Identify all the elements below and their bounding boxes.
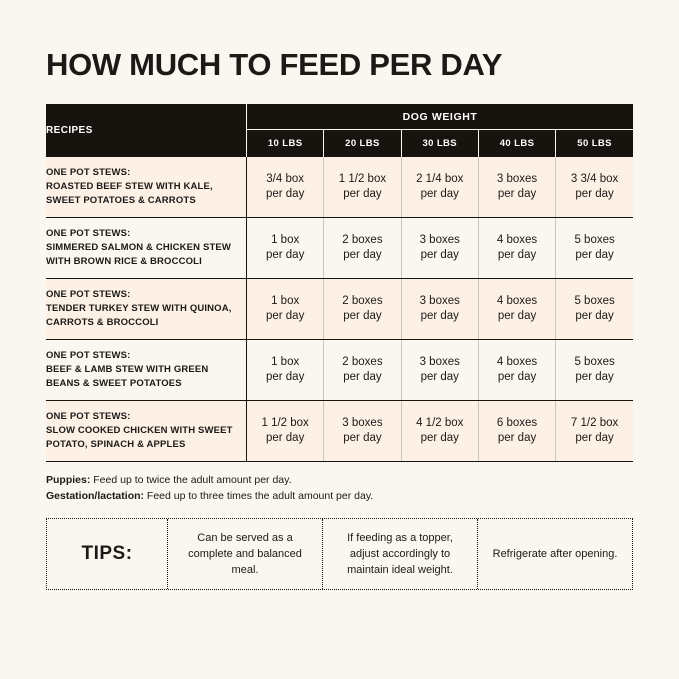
amount-per: per day	[265, 188, 305, 200]
amount-cell	[478, 279, 555, 340]
header-weight-40lbs: 40 LBS	[478, 130, 555, 158]
table-row	[46, 157, 633, 218]
amount-cell	[324, 279, 401, 340]
amount-cell	[247, 401, 324, 462]
recipe-cell	[46, 340, 247, 401]
recipe-line-1: ONE POT STEWS:	[46, 411, 131, 422]
amount-per: per day	[265, 432, 305, 444]
amount-qty: 3 boxes	[419, 234, 460, 246]
amount-cell	[401, 157, 478, 218]
amount-qty: 1 box	[271, 234, 300, 246]
amount-per: per day	[343, 249, 382, 261]
amount-cell	[401, 340, 478, 401]
amount-qty: 2 boxes	[342, 234, 383, 246]
recipe-line-2: TENDER TURKEY STEW WITH QUINOA,	[46, 303, 232, 314]
amount-per: per day	[497, 432, 537, 444]
amount-per: per day	[497, 249, 537, 261]
amount-qty: 1 box	[271, 356, 300, 368]
tips-label: TIPS:	[81, 543, 133, 564]
amount-qty: 2 boxes	[342, 295, 383, 307]
recipe-cell	[46, 218, 247, 279]
table-row	[46, 340, 633, 401]
header-recipes: RECIPES	[46, 104, 247, 157]
amount-qty: 1 1/2 box	[338, 173, 387, 185]
amount-cell	[401, 279, 478, 340]
amount-qty: 5 boxes	[574, 356, 615, 368]
amount-cell	[324, 340, 401, 401]
tip-item: Refrigerate after opening.	[477, 519, 632, 589]
amount-cell	[556, 340, 633, 401]
amount-qty: 2 boxes	[342, 356, 383, 368]
header-weight-10lbs: 10 LBS	[247, 130, 324, 158]
amount-per: per day	[420, 249, 459, 261]
amount-per: per day	[575, 249, 614, 261]
recipe-line-1: ONE POT STEWS:	[46, 289, 131, 300]
table-body	[46, 157, 633, 462]
amount-per: per day	[575, 432, 614, 444]
amount-qty: 4 boxes	[496, 234, 538, 246]
recipe-line-1: ONE POT STEWS:	[46, 228, 131, 239]
amount-cell	[556, 218, 633, 279]
table-row	[46, 218, 633, 279]
amount-per: per day	[265, 371, 305, 383]
amount-qty: 3 boxes	[496, 173, 538, 185]
amount-per: per day	[497, 188, 537, 200]
amount-qty: 2 1/4 box	[416, 173, 464, 185]
amount-qty: 3 3/4 box	[570, 173, 619, 185]
amount-per: per day	[343, 371, 382, 383]
amount-per: per day	[575, 371, 614, 383]
amount-cell	[556, 279, 633, 340]
amount-qty: 4 boxes	[496, 356, 538, 368]
amount-cell	[478, 218, 555, 279]
recipe-line-3: BEANS & SWEET POTATOES	[46, 378, 182, 389]
header-dog-weight: DOG WEIGHT	[247, 104, 634, 130]
amount-cell	[247, 218, 324, 279]
amount-per: per day	[575, 310, 614, 322]
header-weight-30lbs: 30 LBS	[401, 130, 478, 158]
amount-per: per day	[420, 432, 459, 444]
table-header-row-1	[46, 104, 633, 130]
amount-qty: 5 boxes	[574, 295, 615, 307]
recipe-line-2: ROASTED BEEF STEW WITH KALE,	[46, 181, 213, 192]
header-weight-50lbs: 50 LBS	[556, 130, 633, 158]
note-gestation	[46, 488, 633, 504]
amount-per: per day	[265, 310, 305, 322]
amount-per: per day	[575, 188, 614, 200]
amount-per: per day	[497, 371, 537, 383]
amount-qty: 4 boxes	[496, 295, 538, 307]
amount-qty: 3 boxes	[419, 356, 460, 368]
recipe-line-2: SLOW COOKED CHICKEN WITH SWEET	[46, 425, 233, 436]
amount-cell	[324, 218, 401, 279]
note-gestation-label: Gestation/lactation:	[46, 490, 145, 502]
amount-qty: 3 boxes	[419, 295, 460, 307]
amount-qty: 5 boxes	[574, 234, 615, 246]
amount-per: per day	[420, 310, 459, 322]
amount-cell	[401, 218, 478, 279]
amount-per: per day	[343, 188, 382, 200]
tip-item: Can be served as a complete and balanced meal.	[167, 519, 322, 589]
recipe-line-1: ONE POT STEWS:	[46, 350, 131, 361]
feeding-notes	[46, 472, 633, 504]
amount-cell	[478, 157, 555, 218]
recipe-cell	[46, 279, 247, 340]
amount-per: per day	[343, 310, 382, 322]
table-row	[46, 401, 633, 462]
amount-qty: 3/4 box	[266, 173, 305, 185]
amount-cell	[556, 157, 633, 218]
amount-cell	[556, 401, 633, 462]
note-puppies-label: Puppies:	[46, 474, 91, 486]
recipe-line-1: ONE POT STEWS:	[46, 167, 131, 178]
recipe-cell	[46, 157, 247, 218]
page-title: HOW MUCH TO FEED PER DAY	[46, 47, 503, 82]
amount-cell	[324, 157, 401, 218]
recipe-line-2: BEEF & LAMB STEW WITH GREEN	[46, 364, 209, 375]
tips-box	[46, 518, 633, 590]
header-weight-20lbs: 20 LBS	[324, 130, 401, 158]
feeding-chart-table	[46, 104, 633, 462]
amount-cell	[247, 340, 324, 401]
recipe-line-3: SWEET POTATOES & CARROTS	[46, 195, 196, 206]
amount-cell	[401, 401, 478, 462]
recipe-line-3: POTATO, SPINACH & APPLES	[46, 439, 186, 450]
amount-cell	[478, 340, 555, 401]
amount-qty: 4 1/2 box	[416, 417, 464, 429]
recipe-line-3: CARROTS & BROCCOLI	[46, 317, 159, 328]
amount-qty: 3 boxes	[342, 417, 383, 429]
amount-qty: 1 box	[271, 295, 300, 307]
recipe-cell	[46, 401, 247, 462]
amount-cell	[247, 279, 324, 340]
amount-per: per day	[420, 188, 459, 200]
amount-qty: 1 1/2 box	[261, 417, 309, 429]
recipe-line-2: SIMMERED SALMON & CHICKEN STEW	[46, 242, 231, 253]
amount-cell	[247, 157, 324, 218]
table-head	[46, 104, 633, 157]
note-puppies-text: Feed up to twice the adult amount per day.	[90, 474, 292, 486]
recipe-line-3: WITH BROWN RICE & BROCCOLI	[46, 256, 202, 267]
note-gestation-text: Feed up to three times the adult amount per day.	[144, 490, 374, 502]
tip-item: If feeding as a topper, adjust accordingly to maintain ideal weight.	[322, 519, 477, 589]
amount-per: per day	[420, 371, 459, 383]
table-row	[46, 279, 633, 340]
amount-qty: 7 1/2 box	[570, 417, 619, 429]
amount-per: per day	[265, 249, 305, 261]
amount-per: per day	[343, 432, 382, 444]
note-puppies	[46, 472, 633, 488]
amount-per: per day	[497, 310, 537, 322]
amount-qty: 6 boxes	[496, 417, 538, 429]
amount-cell	[324, 401, 401, 462]
amount-cell	[478, 401, 555, 462]
